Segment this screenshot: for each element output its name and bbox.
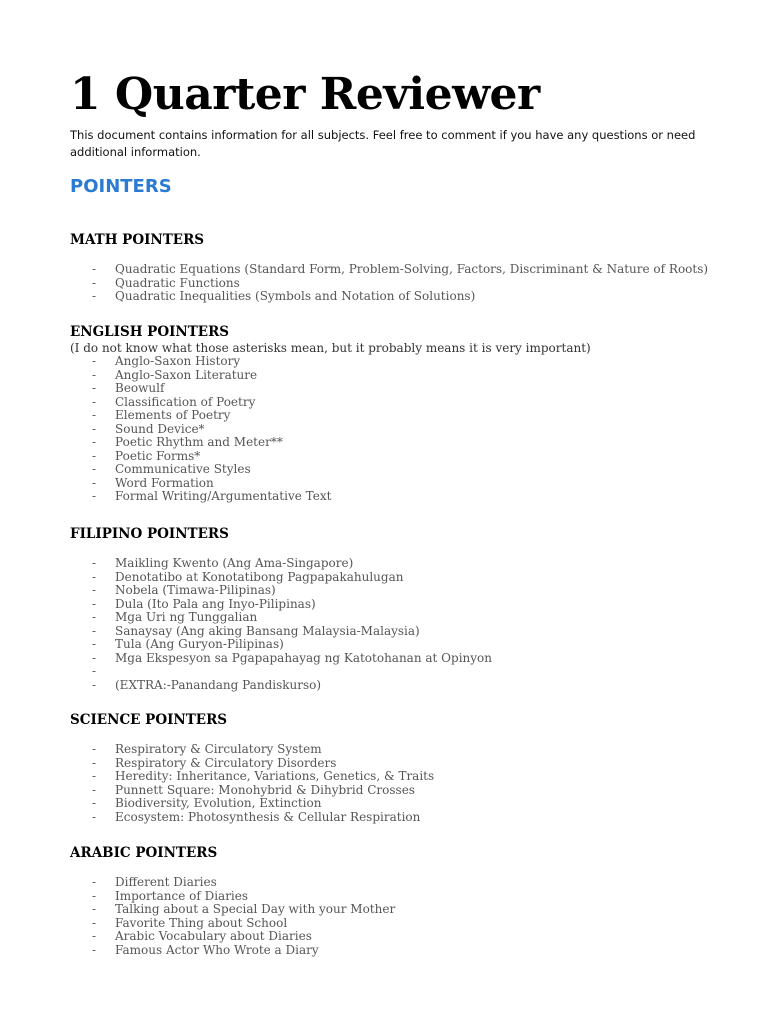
- list-item: - Anglo-Saxon History: [70, 355, 730, 369]
- document-title: 1 Quarter Reviewer: [70, 69, 540, 120]
- pointers-heading: POINTERS: [70, 176, 172, 197]
- list-item: - Punnett Square: Monohybrid & Dihybrid Crosses: [70, 784, 730, 798]
- list-item: - Quadratic Equations (Standard Form, Problem-Solving, Factors, Discriminant & Nature of Roots): [70, 263, 730, 277]
- document-intro: This document contains information for all subjects. Feel free to comment if you have any questions or need additional information.: [70, 128, 696, 159]
- list-item: - Mga Uri ng Tunggalian: [70, 611, 730, 625]
- list-item: - Famous Actor Who Wrote a Diary: [70, 944, 730, 958]
- list-item: - Poetic Forms*: [70, 450, 730, 464]
- arabic-heading: ARABIC POINTERS: [70, 845, 218, 861]
- list-item: - Different Diaries: [70, 876, 730, 890]
- list-item: - Formal Writing/Argumentative Text: [70, 490, 730, 504]
- science-section: [70, 712, 730, 824]
- english-section: [70, 324, 730, 504]
- list-item: - Sanaysay (Ang aking Bansang Malaysia-Malaysia): [70, 625, 730, 639]
- list-item: - Ecosystem: Photosynthesis & Cellular Respiration: [70, 811, 730, 825]
- math-list: [70, 263, 730, 304]
- list-item: [70, 665, 730, 679]
- list-item: - Nobela (Timawa-Pilipinas): [70, 584, 730, 598]
- list-item: - Favorite Thing about School: [70, 917, 730, 931]
- list-item: - (EXTRA:-Panandang Pandiskurso): [70, 679, 730, 693]
- list-item: - Quadratic Inequalities (Symbols and Notation of Solutions): [70, 290, 730, 304]
- list-item: - Importance of Diaries: [70, 890, 730, 904]
- list-item: - Sound Device*: [70, 423, 730, 437]
- list-item: - Classification of Poetry: [70, 396, 730, 410]
- list-item: - Respiratory & Circulatory Disorders: [70, 757, 730, 771]
- english-note: (I do not know what those asterisks mean, but it probably means it is very important): [70, 341, 591, 355]
- list-item: - Beowulf: [70, 382, 730, 396]
- list-item: - Quadratic Functions: [70, 277, 730, 291]
- list-item: - Anglo-Saxon Literature: [70, 369, 730, 383]
- list-item: - Tula (Ang Guryon-Pilipinas): [70, 638, 730, 652]
- filipino-section: [70, 526, 730, 692]
- list-item: - Denotatibo at Konotatibong Pagpapakahulugan: [70, 571, 730, 585]
- arabic-list: [70, 876, 730, 957]
- filipino-list: [70, 557, 730, 692]
- filipino-heading: FILIPINO POINTERS: [70, 526, 229, 542]
- english-heading: ENGLISH POINTERS: [70, 324, 230, 340]
- list-item: - Communicative Styles: [70, 463, 730, 477]
- science-heading: SCIENCE POINTERS: [70, 712, 228, 728]
- list-item: - Arabic Vocabulary about Diaries: [70, 930, 730, 944]
- arabic-section: [70, 845, 730, 957]
- science-list: [70, 743, 730, 824]
- list-item: - Dula (Ito Pala ang Inyo-Pilipinas): [70, 598, 730, 612]
- list-item: - Biodiversity, Evolution, Extinction: [70, 797, 730, 811]
- list-item: - Elements of Poetry: [70, 409, 730, 423]
- list-item: - Heredity: Inheritance, Variations, Genetics, & Traits: [70, 770, 730, 784]
- math-section: [70, 232, 730, 304]
- math-heading: MATH POINTERS: [70, 232, 205, 248]
- list-item: - Talking about a Special Day with your Mother: [70, 903, 730, 917]
- list-item: - Mga Ekspesyon sa Pgapapahayag ng Katotohanan at Opinyon: [70, 652, 730, 666]
- list-item: - Word Formation: [70, 477, 730, 491]
- english-list: [70, 355, 730, 504]
- list-item: - Maikling Kwento (Ang Ama-Singapore): [70, 557, 730, 571]
- list-item: - Poetic Rhythm and Meter**: [70, 436, 730, 450]
- list-item: - Respiratory & Circulatory System: [70, 743, 730, 757]
